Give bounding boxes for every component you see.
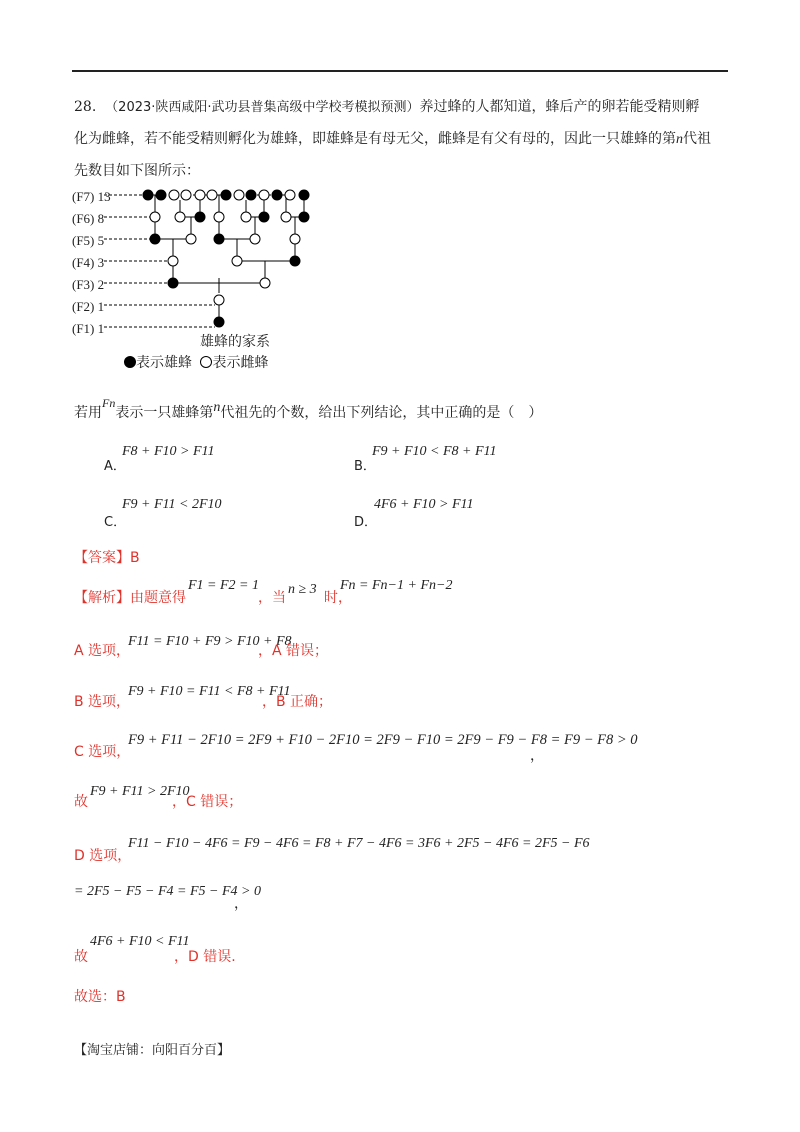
analysis-c2-label: 故 <box>74 794 88 810</box>
analysis-b-expr: F9 + F10 = F11 < F8 + F11 <box>128 684 291 699</box>
analysis-d3-label: 故 <box>74 949 88 965</box>
analysis-b-label: B 选项， <box>74 694 131 710</box>
male-legend-icon <box>124 356 136 368</box>
option-a-expr: F8 + F10 > F11 <box>122 444 215 459</box>
answer-value: B <box>130 550 140 566</box>
figure-legend <box>124 352 268 372</box>
option-c[interactable] <box>104 511 126 530</box>
analysis-d3-expr: 4F6 + F10 < F11 <box>90 934 190 949</box>
gen-row: (F2) 1 <box>72 299 105 314</box>
gen-row: (F1) 1 <box>72 321 105 336</box>
analysis-d-label: D 选项， <box>74 848 132 864</box>
shop-footer: 【淘宝店铺：向阳百分百】 <box>74 1043 231 1058</box>
prompt-b: 表示一只雄蜂第 <box>115 405 214 421</box>
analysis-b-end: ，B 正确； <box>262 694 333 710</box>
legend-male-text: 表示雄蜂 <box>136 355 192 371</box>
figure-caption: 雄蜂的家系 <box>200 334 270 350</box>
gen-row: (F4) 3 <box>72 255 105 270</box>
analysis-intro-c: 时， <box>324 590 352 606</box>
option-b-label: B． <box>354 459 376 474</box>
question-number: 28. <box>74 99 97 115</box>
question-text-2b: 代祖 <box>683 131 711 147</box>
analysis-c2-end: ，C 错误； <box>172 794 243 810</box>
analysis-c-expr: F9 + F11 − 2F10 = 2F9 + F10 − 2F10 = 2F9 − F10 = 2F9 − F9 − F8 = F9 − F8 > 0 <box>128 732 638 748</box>
question-text-1: 养过蜂的人都知道，蜂后产的卵若能受精则孵 <box>419 99 700 115</box>
analysis-intro-a: 由题意得 <box>130 590 186 606</box>
analysis-d2-expr: = 2F5 − F5 − F4 = F5 − F4 > 0 <box>74 884 261 899</box>
analysis-intro-b: ，当 <box>258 590 286 606</box>
question-source: （2023·陕西咸阳·武功县普集高级中学校考模拟预测） <box>105 100 420 115</box>
analysis-a-label: A 选项， <box>74 643 131 659</box>
initial-condition: F1 = F2 = 1 <box>188 578 259 593</box>
question-line-1 <box>74 97 700 118</box>
analysis-tag: 【解析】 <box>74 590 130 606</box>
analysis-d2-comma: ， <box>234 896 248 912</box>
condition-n: n ≥ 3 <box>288 582 317 597</box>
analysis-intro <box>74 588 186 608</box>
question-line-3: 先数目如下图所示： <box>74 163 200 179</box>
var-n-2: n <box>213 400 221 415</box>
option-d[interactable] <box>354 511 377 530</box>
prompt-a: 若用 <box>74 405 102 421</box>
var-fn: Fn <box>102 396 116 410</box>
analysis-d3-end: ，D 错误. <box>174 949 236 965</box>
option-c-label: C． <box>104 515 127 530</box>
gen-row: (F3) 2 <box>72 277 105 292</box>
prompt-c: 代祖先的个数，给出下列结论，其中正确的是（ ） <box>220 405 543 421</box>
male-node <box>143 190 153 200</box>
option-b-expr: F9 + F10 < F8 + F11 <box>372 444 497 459</box>
gen-row: (F6) 8 <box>72 211 105 226</box>
prompt-line <box>74 396 543 424</box>
analysis-d-expr: F11 − F10 − 4F6 = F9 − 4F6 = F8 + F7 − 4F6 = 3F6 + 2F5 − 4F6 = 2F5 − F6 <box>128 836 590 851</box>
question-line-2 <box>74 129 711 150</box>
gen-row: (F7) 13 <box>72 189 111 204</box>
analysis-a-end: ，A 错误； <box>258 643 329 659</box>
analysis-c-comma: ， <box>530 748 544 764</box>
answer-line <box>74 548 140 568</box>
top-rule <box>72 70 728 72</box>
option-c-expr: F9 + F11 < 2F10 <box>122 497 222 512</box>
gen-row: (F5) 5 <box>72 233 105 248</box>
answer-tag: 【答案】 <box>74 550 130 566</box>
question-text-2a: 化为雌蜂，若不能受精则孵化为雄蜂，即雄蜂是有母无父，雌蜂是有父有母的，因此一只雄蜂的第 <box>74 131 676 147</box>
generation-labels <box>72 186 111 340</box>
option-d-expr: 4F6 + F10 > F11 <box>374 497 474 512</box>
recurrence: Fn = Fn−1 + Fn−2 <box>340 578 453 593</box>
var-n: n <box>676 132 683 147</box>
option-a-label: A． <box>104 459 126 474</box>
legend-female-text: 表示雌蜂 <box>212 355 269 371</box>
analysis-c2-expr: F9 + F11 > 2F10 <box>90 784 190 799</box>
female-legend-icon <box>200 356 212 368</box>
final-answer: 故选：B <box>74 989 126 1005</box>
option-d-label: D． <box>354 515 378 530</box>
analysis-a-expr: F11 = F10 + F9 > F10 + F8 <box>128 634 292 649</box>
analysis-c-label: C 选项， <box>74 744 131 760</box>
